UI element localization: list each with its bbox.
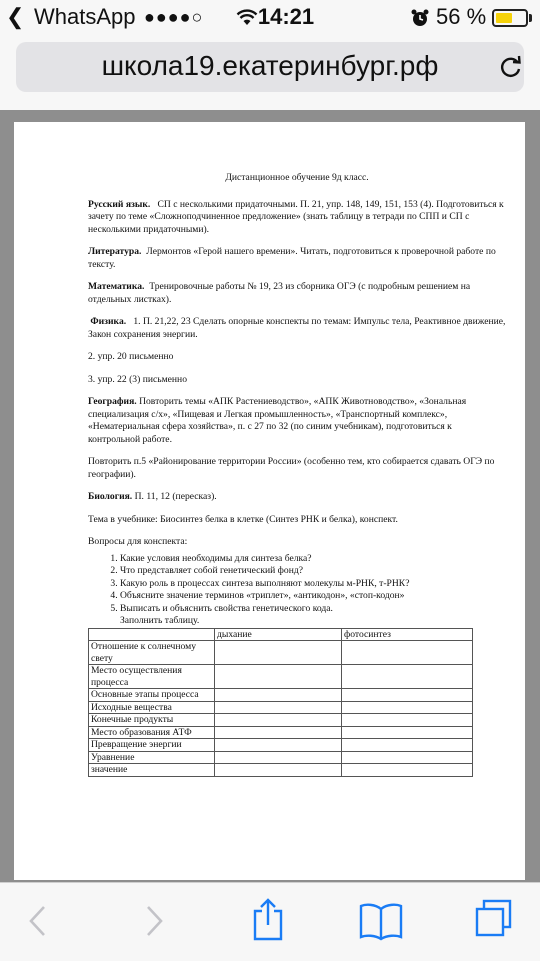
- table-cell: [215, 689, 342, 702]
- carrier-label[interactable]: WhatsApp: [34, 4, 136, 29]
- document-body: [88, 172, 506, 777]
- fill-table-note: Заполнить таблицу.: [120, 615, 200, 626]
- physics-paragraph: [88, 316, 506, 341]
- browser-toolbar: [0, 882, 540, 961]
- physics-text: 1. П. 21,22, 23 Сделать опорные конспекты по темам: Импульс тела, Реактивное движение, Закон сохранения энергии.: [88, 316, 506, 340]
- table-cell: [342, 641, 473, 665]
- table-cell: [215, 701, 342, 714]
- question-item: 5. Выписать и объяснить свойства генетического кода.: [120, 603, 506, 616]
- row-label: Место образования АТФ: [89, 726, 215, 739]
- row-label: значение: [89, 764, 215, 777]
- math-text: Тренировочные работы № 19, 23 из сборника ОГЭ (с подробным решением на отдельных листках).: [88, 281, 471, 305]
- table-cell: [342, 764, 473, 777]
- battery-percent: 56 %: [436, 4, 487, 29]
- signal-icon: ●●●●○: [144, 7, 204, 27]
- table-cell: [215, 751, 342, 764]
- row-label: Основные этапы процесса: [89, 689, 215, 702]
- comparison-table: [88, 628, 473, 777]
- battery-icon: [492, 9, 528, 27]
- table-row: [89, 689, 473, 702]
- clock: 14:21: [257, 4, 315, 29]
- physics-item-3: 3. упр. 22 (3) письменно: [88, 373, 187, 385]
- math-label: Математика.: [88, 281, 145, 292]
- share-icon[interactable]: [252, 897, 284, 941]
- literature-text: Лермонтов «Герой нашего времени». Читать, подготовиться к проверочной работе по тексту.: [88, 246, 496, 270]
- row-label: Превращение энергии: [89, 739, 215, 752]
- geography-label: География.: [88, 396, 137, 407]
- web-content[interactable]: [0, 110, 540, 882]
- tabs-icon[interactable]: [474, 899, 514, 939]
- geography-repeat: Повторить п.5 «Районирование территории России» (особенно тем, кто собирается сдавать ОГЭ по географии).: [88, 456, 495, 480]
- table-cell: [215, 665, 342, 689]
- table-cell: [215, 739, 342, 752]
- physics-item-2: 2. упр. 20 письменно: [88, 351, 174, 362]
- battery-tip: [529, 14, 532, 22]
- url-text[interactable]: школа19.екатеринбург.рф: [101, 50, 439, 81]
- table-row: [89, 701, 473, 714]
- doc-title: Дистанционное обучение 9д класс.: [225, 172, 369, 183]
- questions-title: Вопросы для конспекта:: [88, 536, 188, 547]
- table-header-cell: дыхание: [215, 628, 342, 641]
- table-cell: [215, 764, 342, 777]
- biology-label: Биология.: [88, 491, 133, 502]
- russian-label: Русский язык.: [88, 198, 151, 210]
- table-cell: [342, 739, 473, 752]
- table-cell: [215, 726, 342, 739]
- status-bar: [0, 0, 540, 36]
- question-item: 4. Объясните значение терминов «триплет», «антикодон», «стоп-кодон»: [120, 590, 506, 603]
- back-icon[interactable]: [26, 903, 50, 939]
- forward-icon[interactable]: [142, 903, 166, 939]
- alarm-icon: [410, 8, 430, 28]
- table-header-row: [89, 628, 473, 641]
- table-row: [89, 714, 473, 727]
- geography-paragraph: [88, 396, 506, 446]
- row-label: Конечные продукты: [89, 714, 215, 727]
- document-page: [14, 122, 525, 880]
- row-label: Отношение к солнечному свету: [89, 641, 215, 665]
- table-cell: [342, 751, 473, 764]
- physics-label: Физика.: [90, 316, 127, 327]
- biology-text: П. 11, 12 (пересказ).: [134, 491, 217, 502]
- table-cell: [342, 701, 473, 714]
- table-cell: [342, 665, 473, 689]
- literature-label: Литература.: [88, 246, 142, 257]
- russian-text: СП с несколькими придаточными. П. 21, упр. 148, 149, 151, 153 (4). Подготовиться к зачету по теме «Сложноподчиненное предложение» (знать таблицу в тетради по СПП и СП с несколькими придаточными).: [88, 198, 504, 235]
- battery-fill: [496, 13, 512, 23]
- table-cell: [215, 641, 342, 665]
- bookmarks-icon[interactable]: [358, 901, 404, 941]
- table-row: [89, 739, 473, 752]
- math-paragraph: [88, 281, 506, 306]
- question-item: 1. Какие условия необходимы для синтеза белка?: [120, 553, 506, 566]
- table-row: [89, 764, 473, 777]
- table-row: [89, 641, 473, 665]
- biology-paragraph: [88, 491, 506, 504]
- table-cell: [215, 714, 342, 727]
- table-row: [89, 726, 473, 739]
- address-bar[interactable]: [16, 42, 524, 92]
- literature-paragraph: [88, 246, 506, 271]
- table-cell: [342, 726, 473, 739]
- row-label: Исходные вещества: [89, 701, 215, 714]
- question-item: 2. Что представляет собой генетический фонд?: [120, 565, 506, 578]
- row-label: Место осуществления процесса: [89, 665, 215, 689]
- row-label: Уравнение: [89, 751, 215, 764]
- reload-icon[interactable]: [498, 54, 524, 80]
- russian-paragraph: [88, 199, 506, 237]
- table-header-cell: [89, 628, 215, 641]
- back-to-app-icon[interactable]: ❮: [6, 4, 25, 29]
- table-header-cell: фотосинтез: [342, 628, 473, 641]
- questions-list: [88, 553, 506, 616]
- geography-text: Повторить темы «АПК Растениеводство», «АПК Животноводство», «Зональная специализация с/х», «Пищевая и Легкая промышленность», «Транспортный комплекс», «Нематериальная сфера хозяйства», п. с 27 по 32 (по синим учебникам), подготовиться к контрольной работе.: [88, 396, 467, 445]
- question-item: 3. Какую роль в процессах синтеза выполняют молекулы м-РНК, т-РНК?: [120, 578, 506, 591]
- address-area: [0, 36, 540, 111]
- table-row: [89, 751, 473, 764]
- table-cell: [342, 689, 473, 702]
- table-row: [89, 665, 473, 689]
- table-cell: [342, 714, 473, 727]
- biology-topic: Тема в учебнике: Биосинтез белка в клетке (Синтез РНК и белка), конспект.: [88, 513, 398, 525]
